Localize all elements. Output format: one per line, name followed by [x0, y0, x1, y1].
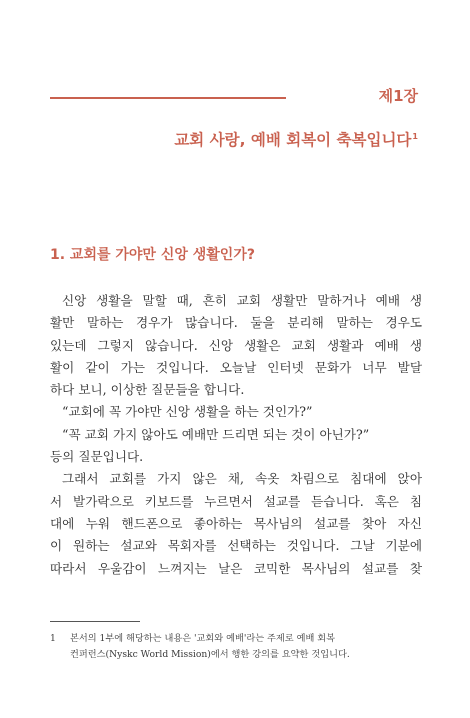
body-line-quote: “교회에 꼭 가야만 신앙 생활을 하는 것인가?” [62, 404, 313, 420]
chapter-divider-line [50, 97, 286, 99]
chapter-title [174, 128, 418, 150]
body-line: 활만 말하는 경우가 많습니다. 둘을 분리해 말하는 경우도 [50, 315, 422, 331]
body-text [50, 290, 422, 580]
section-heading: 1. 교회를 가야만 신앙 생활인가? [50, 247, 255, 263]
footnote-text [70, 631, 400, 663]
chapter-label: 제1장 [378, 87, 418, 105]
body-line-quote: “꼭 교회 가지 않아도 예배만 드리면 되는 것이 아닌가?” [62, 426, 370, 442]
body-line: 그래서 교회를 가지 않은 채, 속옷 차림으로 침대에 앉아 [62, 471, 422, 487]
chapter-title-text: 교회 사랑, 예배 회복이 축복입니다 [174, 131, 412, 149]
body-line: 신앙 생활을 말할 때, 흔히 교회 생활만 말하거나 예배 생 [62, 293, 422, 308]
body-line: 활이 같이 가는 것입니다. 오늘날 인터넷 문화가 너무 발달 [50, 359, 422, 375]
body-line: 서 발가락으로 키보드를 누르면서 설교를 듣습니다. 혹은 침 [50, 493, 422, 509]
body-line: 있는데 그렇지 않습니다. 신앙 생활은 교회 생활과 예배 생 [50, 337, 422, 353]
body-line: 등의 질문입니다. [50, 449, 144, 465]
body-line: 대에 누워 핸드폰으로 좋아하는 목사님의 설교를 찾아 자신 [50, 515, 422, 531]
footnote-line: 본서의 1부에 해당하는 내용은 '교회와 예배'라는 주제로 예배 회복 [70, 633, 336, 644]
body-line: 하다 보니, 이상한 질문들을 합니다. [50, 382, 245, 398]
body-line: 이 원하는 설교와 목회자를 선택하는 것입니다. 그날 기분에 [50, 538, 422, 554]
chapter-title-footnote-marker: 1 [412, 131, 418, 141]
footnote-number: 1 [50, 633, 56, 644]
footnote-divider [50, 621, 140, 622]
body-line: 따라서 우울감이 느껴지는 날은 코믹한 목사님의 설교를 찾 [50, 560, 422, 576]
footnote-line: 컨퍼런스(Nyskc World Mission)에서 행한 강의를 요약한 것입니다. [70, 649, 350, 660]
